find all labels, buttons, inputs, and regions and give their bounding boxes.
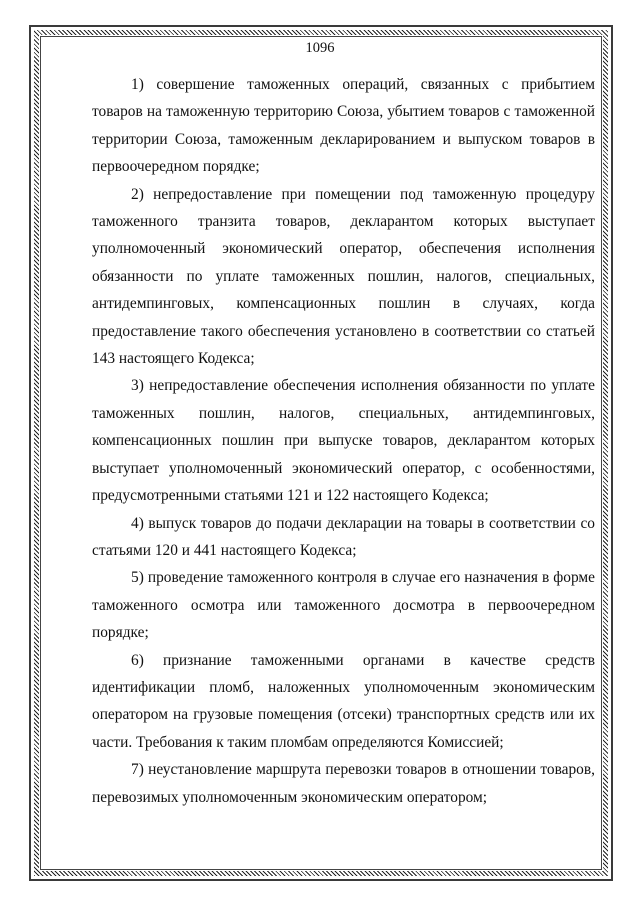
- document-body: [92, 71, 595, 811]
- paragraph-item-3: 3) непредоставление обеспечения исполнения обязанности по уплате таможенных пошлин, налогов, специальных, антидемпинговых, компенсационных пошлин при выпуске товаров, декларантом которых выступает уполномоченный экономический оператор, с особенностями, предусмотренными статьями 121 и 122 настоящего Кодекса;: [92, 377, 595, 505]
- paragraph-item-4: 4) выпуск товаров до подачи декларации на товары в соответствии со статьями 120 и 441 настоящего Кодекса;: [92, 514, 595, 559]
- paragraph-item-7: 7) неустановление маршрута перевозки товаров в отношении товаров, перевозимых уполномоченным экономическим оператором;: [92, 761, 595, 806]
- paragraph-item-1: 1) совершение таможенных операций, связанных с прибытием товаров на таможенную территорию Союза, убытием товаров с таможенной территории Союза, таможенным декларированием и выпуском товаров в первоочередном порядке;: [92, 76, 595, 176]
- paragraph-item-6: 6) признание таможенными органами в качестве средств идентификации пломб, наложенных уполномоченным экономическим оператором на грузовые помещения (отсеки) транспортных средств или их части. Требования к таким пломбам определяются Комиссией;: [92, 651, 595, 751]
- page-number: 1096: [305, 40, 335, 56]
- paragraph-item-5: 5) проведение таможенного контроля в случае его назначения в форме таможенного осмотра или таможенного досмотра в первоочередном порядке;: [92, 569, 595, 642]
- paragraph-item-2: 2) непредоставление при помещении под таможенную процедуру таможенного транзита товаров, декларантом которых выступает уполномоченный экономический оператор, обеспечения исполнения обязанности по уплате таможенных пошлин, налогов, специальных, антидемпинговых, компенсационных пошлин в случаях, когда предоставление такого обеспечения установлено в соответствии со статьей 143 настоящего Кодекса;: [92, 185, 595, 368]
